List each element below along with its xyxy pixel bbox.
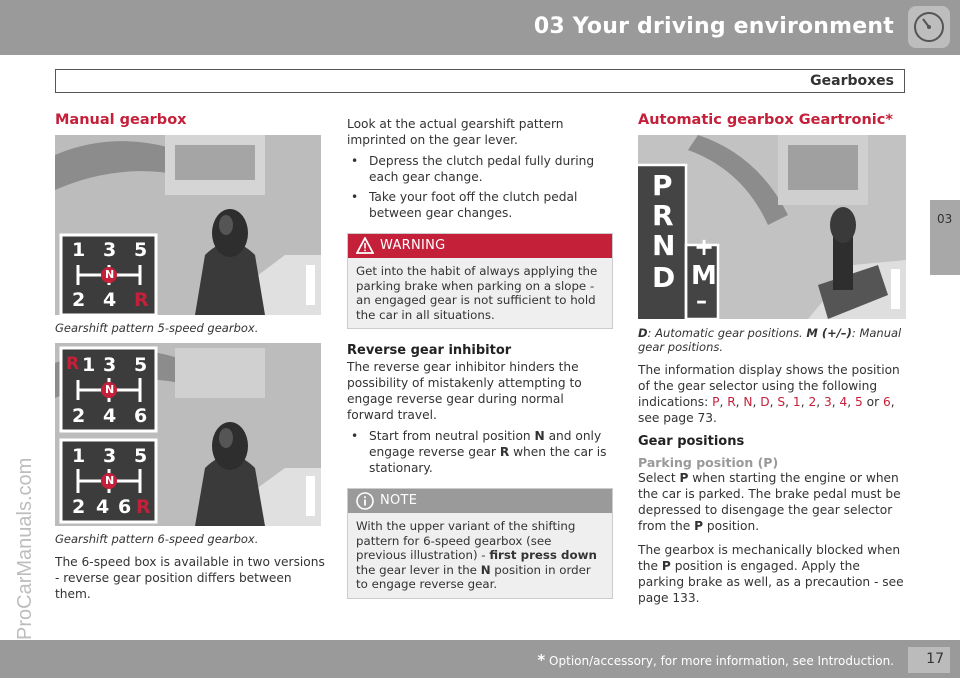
gear-4: 4 bbox=[103, 289, 117, 311]
manual-gearbox-column bbox=[55, 112, 325, 602]
gear-n: N bbox=[652, 229, 676, 262]
gear-2: 2 bbox=[72, 496, 86, 518]
gear-5: 5 bbox=[134, 354, 148, 376]
list-item: • Depress the clutch pedal fully during each gear change. bbox=[347, 153, 613, 185]
reverse-inhibitor-heading: Reverse gear inhibitor bbox=[347, 343, 512, 358]
note-label: NOTE bbox=[380, 493, 418, 508]
gear-2: 2 bbox=[72, 289, 86, 311]
gear-neutral: N bbox=[105, 383, 115, 396]
geartronic-caption: D: Automatic gear positions. M (+/–): Manual gear positions. bbox=[638, 326, 902, 354]
gear-plus: + bbox=[694, 233, 715, 261]
reverse-inhibitor-text: The reverse gear inhibitor hinders the possibility of mistakenly attempting to engage reverse gear during normal forward travel. bbox=[347, 360, 582, 422]
warning-triangle-icon bbox=[356, 237, 374, 254]
chapter-tab[interactable] bbox=[930, 200, 960, 275]
gear-5: 5 bbox=[134, 445, 148, 467]
note-box bbox=[347, 488, 613, 599]
watermark: ProCarManuals.com bbox=[14, 457, 36, 640]
gear-1: 1 bbox=[72, 239, 86, 261]
chapter-tab-label: 03 bbox=[937, 212, 953, 226]
page-number: 17 bbox=[908, 647, 950, 673]
list-item: • Take your foot off the clutch pedal between gear changes. bbox=[347, 189, 613, 221]
note-header bbox=[348, 489, 612, 513]
caption-5speed: Gearshift pattern 5-speed gearbox. bbox=[55, 321, 259, 335]
warning-box bbox=[347, 233, 613, 329]
figure-code bbox=[891, 269, 900, 309]
blocked-paragraph: The gearbox is mechanically blocked when the P position is engaged. Apply the parking brake as well, as a precaution - see page 133. bbox=[638, 543, 904, 605]
gear-reverse: R bbox=[134, 289, 149, 311]
chapter-title: 03 Your driving environment bbox=[533, 14, 894, 39]
gear-4: 4 bbox=[103, 405, 117, 427]
gear-minus: – bbox=[696, 289, 707, 314]
clutch-bullets bbox=[347, 153, 613, 221]
section-title: Gearboxes bbox=[810, 73, 894, 89]
gear-lever-5speed-photo bbox=[55, 135, 321, 315]
gear-6: 6 bbox=[134, 405, 148, 427]
six-speed-paragraph: The 6-speed box is available in two versions - reverse gear position differs between them. bbox=[55, 555, 325, 601]
warning-header bbox=[348, 234, 612, 258]
gear-4: 4 bbox=[96, 496, 110, 518]
gear-m: M bbox=[691, 261, 717, 291]
reverse-bullets bbox=[347, 428, 613, 476]
gear-2: 2 bbox=[72, 405, 86, 427]
gear-d: D bbox=[652, 261, 676, 294]
gear-positions-heading: Gear positions bbox=[638, 434, 745, 449]
shift-pattern-6speed-upper bbox=[64, 352, 153, 428]
list-item: • Start from neutral position N and only engage reverse gear R when the car is stationary. bbox=[347, 428, 613, 476]
gear-3: 3 bbox=[103, 354, 117, 376]
gear-5: 5 bbox=[134, 239, 148, 261]
gear-1: 1 bbox=[72, 445, 86, 467]
info-icon bbox=[356, 492, 374, 510]
gear-reverse: R bbox=[66, 354, 80, 374]
shift-pattern-6speed-lower bbox=[64, 443, 153, 519]
warning-label: WARNING bbox=[380, 238, 446, 253]
gear-6: 6 bbox=[118, 496, 132, 518]
gear-r: R bbox=[652, 199, 674, 232]
gear-1: 1 bbox=[82, 354, 96, 376]
header-band bbox=[0, 0, 960, 55]
manual-gearbox-heading: Manual gearbox bbox=[55, 112, 187, 128]
gear-neutral: N bbox=[105, 474, 115, 487]
info-display-paragraph: The information display shows the position of the gear selector using the following indications: P, R, N, D, S, 1, 2, 3, 4, 5 or 6, see page 73. bbox=[638, 363, 900, 425]
note-text: With the upper variant of the shifting pattern for 6-speed gearbox (see previous illustration) - first press down the gear lever in the N position in order to engage reverse gear. bbox=[348, 513, 612, 598]
footer-note: * Option/accessory, for more information, see Introduction. bbox=[537, 651, 894, 669]
geartronic-photo bbox=[638, 135, 906, 319]
caption-6speed: Gearshift pattern 6-speed gearbox. bbox=[55, 532, 259, 546]
section-bar bbox=[55, 69, 905, 93]
automatic-gearbox-column bbox=[638, 112, 908, 606]
parking-position-heading: Parking position (P) bbox=[638, 455, 779, 470]
instructions-column bbox=[347, 116, 613, 613]
gear-selector-pattern bbox=[638, 169, 720, 319]
gear-3: 3 bbox=[103, 239, 117, 261]
shift-pattern-5speed bbox=[64, 239, 153, 311]
intro-paragraph: Look at the actual gearshift pattern imprinted on the gear lever. bbox=[347, 117, 564, 147]
footer-band bbox=[0, 640, 960, 678]
gear-reverse: R bbox=[136, 496, 151, 518]
gear-3: 3 bbox=[103, 445, 117, 467]
gear-lever-6speed-photo bbox=[55, 343, 321, 526]
parking-paragraph: Select P when starting the engine or when the car is parked. The brake pedal must be depressed to disengage the gear selector from the P position. bbox=[638, 471, 901, 533]
automatic-gearbox-heading: Automatic gearbox Geartronic* bbox=[638, 112, 893, 128]
figure-code bbox=[306, 476, 315, 516]
warning-text: Get into the habit of always applying the parking brake when parking on a slope - an engaged gear is not sufficient to hold the car in all situations. bbox=[348, 258, 612, 328]
gear-neutral: N bbox=[105, 268, 115, 281]
gear-p: P bbox=[652, 169, 673, 202]
figure-code bbox=[306, 265, 315, 305]
speedometer-icon bbox=[908, 6, 950, 48]
